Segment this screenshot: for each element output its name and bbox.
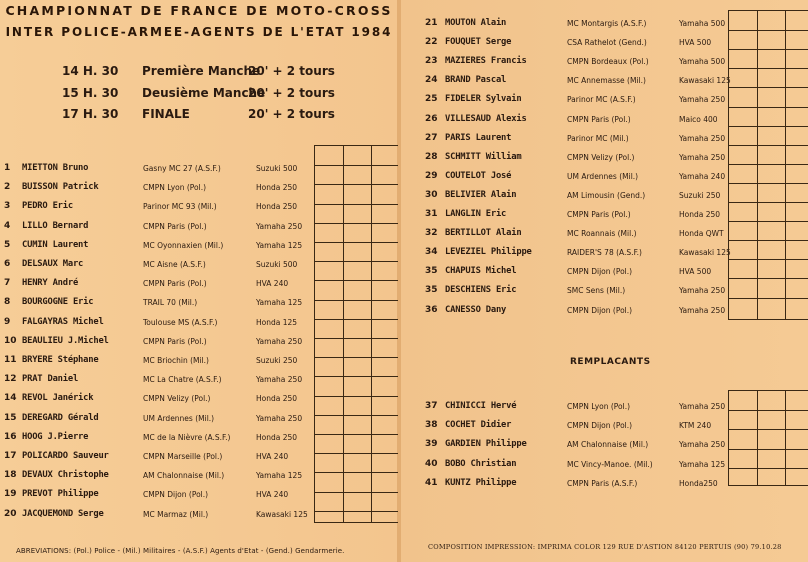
- rider-row: [4, 451, 304, 469]
- rider-bike: HVA 240: [256, 279, 289, 289]
- rider-name: PRAT Daniel: [22, 374, 79, 385]
- rider-club: MC Annemasse (Mil.): [567, 76, 646, 86]
- rider-number: 8: [4, 297, 11, 308]
- rider-name: CHAPUIS Michel: [445, 266, 517, 277]
- rider-row: [425, 209, 725, 227]
- schedule-time: 17 H. 30: [62, 107, 119, 121]
- rider-bike: Yamaha 250: [679, 152, 726, 162]
- rider-number: 29: [425, 170, 438, 181]
- rider-name: PEDRO Eric: [22, 201, 73, 212]
- grid-row-line: [729, 107, 808, 108]
- schedule-time: 15 H. 30: [62, 86, 119, 100]
- rider-name: DEVAUX Christophe: [22, 470, 109, 481]
- grid-row-line: [315, 338, 398, 339]
- grid-row-line: [315, 165, 398, 166]
- rider-club: MC Aisne (A.S.F.): [143, 260, 206, 269]
- grid-row-line: [315, 396, 398, 397]
- rider-bike: KTM 240: [679, 421, 712, 431]
- grid-row-line: [315, 280, 398, 281]
- rider-name: PARIS Laurent: [445, 132, 512, 143]
- rider-club: CMPN Paris (Pol.): [567, 210, 631, 219]
- grid-column-line: [757, 11, 758, 319]
- rider-club: AM Limousin (Gend.): [567, 190, 646, 200]
- rider-club: CMPN Bordeaux (Pol.): [567, 57, 649, 67]
- rider-row: [4, 240, 304, 258]
- rider-club: CMPN Dijon (Pol.): [567, 267, 633, 277]
- rider-club: MC Briochin (Mil.): [143, 356, 209, 365]
- rider-name: PREVOT Philippe: [22, 489, 99, 500]
- rider-number: 22: [425, 37, 438, 48]
- schedule-row: [0, 107, 398, 125]
- rider-name: CHINICCI Hervé: [445, 401, 517, 411]
- rider-number: 12: [4, 374, 17, 385]
- rider-row: [425, 56, 725, 74]
- rider-row: [4, 413, 304, 431]
- grid-row-line: [729, 278, 808, 279]
- rider-club: MC Montargis (A.S.F.): [567, 19, 647, 28]
- schedule-label: FINALE: [142, 107, 190, 121]
- rider-bike: Kawasaki 125: [679, 76, 731, 86]
- rider-name: DEREGARD Gérald: [22, 412, 99, 423]
- rider-row: [425, 247, 731, 265]
- schedule-duration: 20' + 2 tours: [248, 64, 335, 78]
- rider-club: CMPN Paris (Pol.): [143, 279, 207, 289]
- rider-club: AM Chalonnaise (Mil.): [143, 471, 225, 481]
- rider-club: CMPN Lyon (Pol.): [567, 402, 631, 411]
- rider-bike: HVA 240: [256, 490, 289, 500]
- grid-row-line: [729, 164, 808, 165]
- rider-row: [4, 163, 304, 181]
- rider-bike: Yamaha 125: [256, 471, 303, 481]
- rider-bike: Yamaha 125: [256, 298, 303, 308]
- rider-number: 15: [4, 412, 17, 423]
- rider-row: [4, 278, 304, 296]
- rider-number: 35: [425, 266, 438, 277]
- rider-name: MIETTON Bruno: [22, 163, 89, 173]
- rider-club: CMPN Paris (Pol.): [143, 221, 207, 231]
- grid-row-line: [729, 145, 808, 146]
- rider-name: COUTELOT José: [445, 170, 512, 181]
- grid-row-line: [729, 126, 808, 127]
- schedule-duration: 20' + 2 tours: [248, 107, 335, 121]
- rider-bike: Kawasaki 125: [256, 509, 308, 519]
- rider-row: [425, 133, 725, 151]
- rider-bike: Honda 250: [256, 183, 298, 193]
- rider-number: 4: [4, 220, 11, 231]
- rider-bike: Honda 250: [256, 432, 298, 442]
- rider-number: 30: [425, 189, 438, 200]
- grid-row-line: [315, 472, 398, 473]
- rider-number: 25: [425, 94, 438, 105]
- rider-number: 5: [4, 239, 11, 250]
- rider-club: CMPN Dijon (Pol.): [567, 305, 633, 315]
- rider-bike: Yamaha 250: [256, 336, 303, 346]
- rider-row: [4, 336, 304, 354]
- rider-club: MC Roannais (Mil.): [567, 229, 637, 239]
- rider-club: MC La Chatre (A.S.F.): [143, 375, 222, 385]
- rider-bike: Yamaha 125: [679, 459, 726, 469]
- rider-number: 10: [4, 335, 17, 346]
- rider-number: 31: [425, 209, 438, 219]
- schedule-row: [0, 64, 398, 82]
- rider-number: 35: [425, 285, 438, 296]
- rider-number: 26: [425, 113, 438, 124]
- rider-name: LANGLIN Eric: [445, 209, 507, 219]
- rider-number: 41: [425, 477, 438, 488]
- rider-club: CMPN Velizy (Pol.): [143, 394, 211, 404]
- rider-name: BRYERE Stéphane: [22, 355, 99, 365]
- rider-name: BRAND Pascal: [445, 75, 507, 86]
- rider-bike: Yamaha 250: [679, 95, 726, 105]
- rider-number: 38: [425, 420, 438, 431]
- rider-name: JACQUEMOND Serge: [22, 508, 104, 519]
- grid-row-line: [315, 357, 398, 358]
- rider-name: BELIVIER Alain: [445, 189, 517, 200]
- rider-bike: Yamaha 250: [679, 286, 726, 296]
- rider-name: VILLESAUD Alexis: [445, 113, 527, 124]
- rider-bike: Yamaha 250: [679, 305, 726, 315]
- rider-club: CMPN Paris (Pol.): [567, 114, 631, 124]
- rider-bike: Yamaha 240: [679, 171, 726, 181]
- grid-row-line: [729, 87, 808, 88]
- grid-row-line: [315, 242, 398, 243]
- grid-row-line: [729, 468, 808, 469]
- abbreviations-footer: ABREVIATIONS: (Pol.) Police - (Mil.) Militaires - (A.S.F.) Agents d'Etat - (Gend.) Gendarmerie.: [16, 547, 345, 555]
- rider-row: [4, 259, 304, 277]
- rider-row: [425, 75, 731, 93]
- rider-row: [4, 470, 304, 488]
- rider-number: 21: [425, 18, 438, 28]
- rider-number: 14: [4, 393, 17, 404]
- grid-row-line: [315, 511, 398, 512]
- grid-row-line: [729, 429, 808, 430]
- rider-name: MOUTON Alain: [445, 18, 507, 28]
- rider-club: CMPN Dijon (Pol.): [567, 421, 633, 431]
- rider-name: DESCHIENS Eric: [445, 285, 517, 296]
- rider-name: GARDIEN Philippe: [445, 439, 527, 450]
- rider-club: MC Vincy-Manoe. (Mil.): [567, 459, 653, 469]
- rider-bike: Yamaha 250: [256, 413, 303, 423]
- rider-bike: Honda 250: [256, 394, 298, 404]
- rider-number: 18: [4, 470, 17, 481]
- rider-row: [4, 317, 304, 335]
- rider-club: UM Ardennes (Mil.): [567, 171, 639, 181]
- score-grid: [728, 390, 808, 486]
- rider-number: 2: [4, 182, 11, 193]
- grid-row-line: [729, 49, 808, 50]
- rider-name: COCHET Didier: [445, 420, 512, 431]
- rider-club: Parinor MC (Mil.): [567, 133, 629, 143]
- rider-name: DELSAUX Marc: [22, 259, 84, 269]
- grid-row-line: [315, 492, 398, 493]
- rider-row: [4, 201, 304, 219]
- rider-row: [425, 439, 725, 457]
- rider-bike: Yamaha 500: [679, 57, 726, 67]
- grid-row-line: [729, 240, 808, 241]
- rider-name: BOBO Christian: [445, 458, 517, 469]
- rider-club: MC de la Nièvre (A.S.F.): [143, 432, 231, 442]
- rider-number: 28: [425, 151, 438, 162]
- rider-club: CMPN Lyon (Pol.): [143, 183, 207, 193]
- rider-row: [4, 182, 304, 200]
- title-line-1: CHAMPIONNAT DE FRANCE DE MOTO-CROSS: [5, 3, 393, 18]
- rider-bike: Yamaha 250: [679, 440, 726, 450]
- rider-bike: Suzuki 250: [256, 356, 298, 365]
- rider-name: BOURGOGNE Eric: [22, 297, 94, 308]
- rider-row: [4, 508, 308, 527]
- rider-row: [425, 266, 725, 284]
- replacants-heading: REMPLACANTS: [570, 357, 651, 367]
- rider-club: MC Marmaz (Mil.): [143, 509, 209, 519]
- schedule-row: [0, 86, 398, 104]
- rider-club: Parinor MC 93 (Mil.): [143, 202, 217, 212]
- rider-club: CMPN Paris (Pol.): [143, 336, 207, 346]
- rider-number: 32: [425, 228, 438, 239]
- rider-row: [425, 228, 725, 246]
- rider-name: KUNTZ Philippe: [445, 477, 517, 488]
- rider-number: 6: [4, 259, 11, 269]
- rider-bike: Suzuki 250: [679, 190, 721, 200]
- rider-club: TRAIL 70 (Mil.): [143, 298, 198, 308]
- schedule-label: Deusième Manche: [142, 86, 266, 100]
- rider-number: 19: [4, 489, 17, 500]
- rider-row: [425, 190, 725, 208]
- grid-row-line: [315, 261, 398, 262]
- schedule-time: 14 H. 30: [62, 64, 119, 78]
- title-line-2: INTER POLICE-ARMEE-AGENTS DE L'ETAT 1984: [5, 25, 393, 39]
- rider-bike: Honda QWT: [679, 229, 724, 239]
- rider-name: REVOL Janérick: [22, 393, 94, 404]
- grid-column-line: [371, 146, 372, 522]
- rider-number: 16: [4, 431, 17, 442]
- rider-bike: HVA 500: [679, 38, 712, 48]
- rider-name: FOUQUET Serge: [445, 37, 512, 48]
- printer-footer: COMPOSITION IMPRESSION: IMPRIMA COLOR 129 RUE D'ASTION 84120 PERTUIS (90) 79.10.28: [428, 543, 782, 551]
- rider-club: RAIDER'S 78 (A.S.F.): [567, 248, 642, 258]
- rider-row: [425, 37, 725, 55]
- rider-name: FALGAYRAS Michel: [22, 316, 104, 327]
- rider-name: LEVEZIEL Philippe: [445, 247, 532, 258]
- rider-club: Parinor MC (A.S.F.): [567, 95, 636, 105]
- rider-name: FIDELER Sylvain: [445, 94, 522, 105]
- grid-row-line: [315, 204, 398, 205]
- rider-number: 20: [4, 508, 17, 519]
- grid-row-line: [315, 223, 398, 224]
- rider-club: Toulouse MS (A.S.F.): [143, 317, 218, 327]
- rider-row: [425, 478, 725, 496]
- rider-row: [425, 401, 725, 419]
- grid-row-line: [729, 183, 808, 184]
- grid-row-line: [315, 453, 398, 454]
- rider-club: CMPN Marseille (Pol.): [143, 452, 223, 461]
- rider-row: [425, 305, 725, 323]
- rider-bike: Honda250: [679, 478, 718, 488]
- rider-bike: Maico 400: [679, 114, 718, 124]
- rider-number: 39: [425, 439, 438, 450]
- rider-club: SMC Sens (Mil.): [567, 286, 626, 296]
- grid-row-line: [729, 259, 808, 260]
- rider-row: [425, 420, 725, 438]
- grid-row-line: [315, 300, 398, 301]
- rider-name: SCHMITT William: [445, 151, 522, 162]
- rider-number: 11: [4, 355, 17, 365]
- schedule-duration: 20' + 2 tours: [248, 86, 335, 100]
- grid-row-line: [729, 449, 808, 450]
- rider-bike: Honda 125: [256, 317, 298, 327]
- rider-row: [425, 285, 725, 303]
- rider-club: CMPN Velizy (Pol.): [567, 152, 635, 162]
- rider-row: [425, 152, 725, 170]
- rider-bike: Honda 250: [256, 202, 298, 212]
- rider-row: [4, 489, 304, 507]
- rider-number: 34: [425, 247, 438, 258]
- grid-row-line: [729, 221, 808, 222]
- rider-bike: Yamaha 250: [256, 221, 303, 231]
- rider-bike: HVA 240: [256, 452, 289, 461]
- grid-row-line: [315, 184, 398, 185]
- grid-row-line: [729, 30, 808, 31]
- rider-bike: Honda 250: [679, 210, 721, 219]
- rider-club: CSA Rathelot (Gend.): [567, 38, 647, 48]
- rider-name: BEAULIEU J.Michel: [22, 335, 109, 346]
- rider-row: [425, 114, 725, 132]
- rider-row: [4, 297, 304, 315]
- rider-row: [4, 355, 304, 373]
- rider-number: 7: [4, 278, 11, 289]
- rider-bike: Suzuki 500: [256, 260, 298, 269]
- rider-name: HOOG J.Pierre: [22, 431, 89, 442]
- rider-name: HENRY André: [22, 278, 79, 289]
- rider-club: Gasny MC 27 (A.S.F.): [143, 164, 221, 173]
- schedule-label: Première Manche: [142, 64, 261, 78]
- grid-column-line: [757, 391, 758, 485]
- grid-row-line: [729, 202, 808, 203]
- rider-bike: Yamaha 250: [679, 133, 726, 143]
- rider-row: [425, 94, 725, 112]
- grid-column-line: [343, 146, 344, 522]
- rider-row: [425, 18, 725, 36]
- rider-name: POLICARDO Sauveur: [22, 451, 109, 461]
- rider-club: AM Chalonnaise (Mil.): [567, 440, 649, 450]
- rider-club: CMPN Paris (A.S.F.): [567, 478, 638, 488]
- grid-row-line: [729, 298, 808, 299]
- grid-row-line: [315, 376, 398, 377]
- rider-number: 24: [425, 75, 438, 86]
- rider-bike: Yamaha 250: [679, 402, 726, 411]
- rider-number: 9: [4, 316, 11, 327]
- grid-column-line: [785, 391, 786, 485]
- rider-name: BERTILLOT Alain: [445, 228, 522, 239]
- rider-bike: Yamaha 500: [679, 19, 726, 28]
- grid-column-line: [785, 11, 786, 319]
- rider-number: 27: [425, 132, 438, 143]
- rider-bike: Yamaha 250: [256, 375, 303, 385]
- rider-name: CUMIN Laurent: [22, 239, 89, 250]
- rider-name: LILLO Bernard: [22, 220, 89, 231]
- rider-number: 37: [425, 401, 438, 411]
- grid-row-line: [315, 415, 398, 416]
- score-grid: [314, 145, 398, 523]
- rider-row: [425, 459, 725, 477]
- rider-row: [4, 221, 304, 239]
- rider-number: 23: [425, 56, 438, 67]
- rider-number: 3: [4, 201, 11, 212]
- rider-club: CMPN Dijon (Pol.): [143, 490, 209, 500]
- rider-bike: Suzuki 500: [256, 164, 298, 173]
- rider-name: MAZIERES Francis: [445, 56, 527, 67]
- score-grid: [728, 10, 808, 320]
- grid-row-line: [729, 68, 808, 69]
- rider-number: 1: [4, 163, 11, 173]
- rider-bike: Kawasaki 125: [679, 248, 731, 258]
- rider-bike: HVA 500: [679, 267, 712, 277]
- rider-number: 36: [425, 304, 438, 315]
- rider-name: CANESSO Dany: [445, 304, 507, 315]
- rider-row: [4, 393, 304, 411]
- rider-bike: Yamaha 125: [256, 240, 303, 250]
- rider-number: 17: [4, 451, 17, 461]
- grid-row-line: [729, 410, 808, 411]
- rider-club: MC Oyonnaxien (Mil.): [143, 240, 224, 250]
- rider-name: BUISSON Patrick: [22, 182, 99, 193]
- rider-club: UM Ardennes (Mil.): [143, 413, 215, 423]
- grid-row-line: [315, 319, 398, 320]
- grid-row-line: [315, 434, 398, 435]
- rider-row: [4, 432, 304, 450]
- rider-row: [4, 374, 304, 392]
- rider-number: 40: [425, 458, 438, 469]
- rider-row: [425, 171, 725, 189]
